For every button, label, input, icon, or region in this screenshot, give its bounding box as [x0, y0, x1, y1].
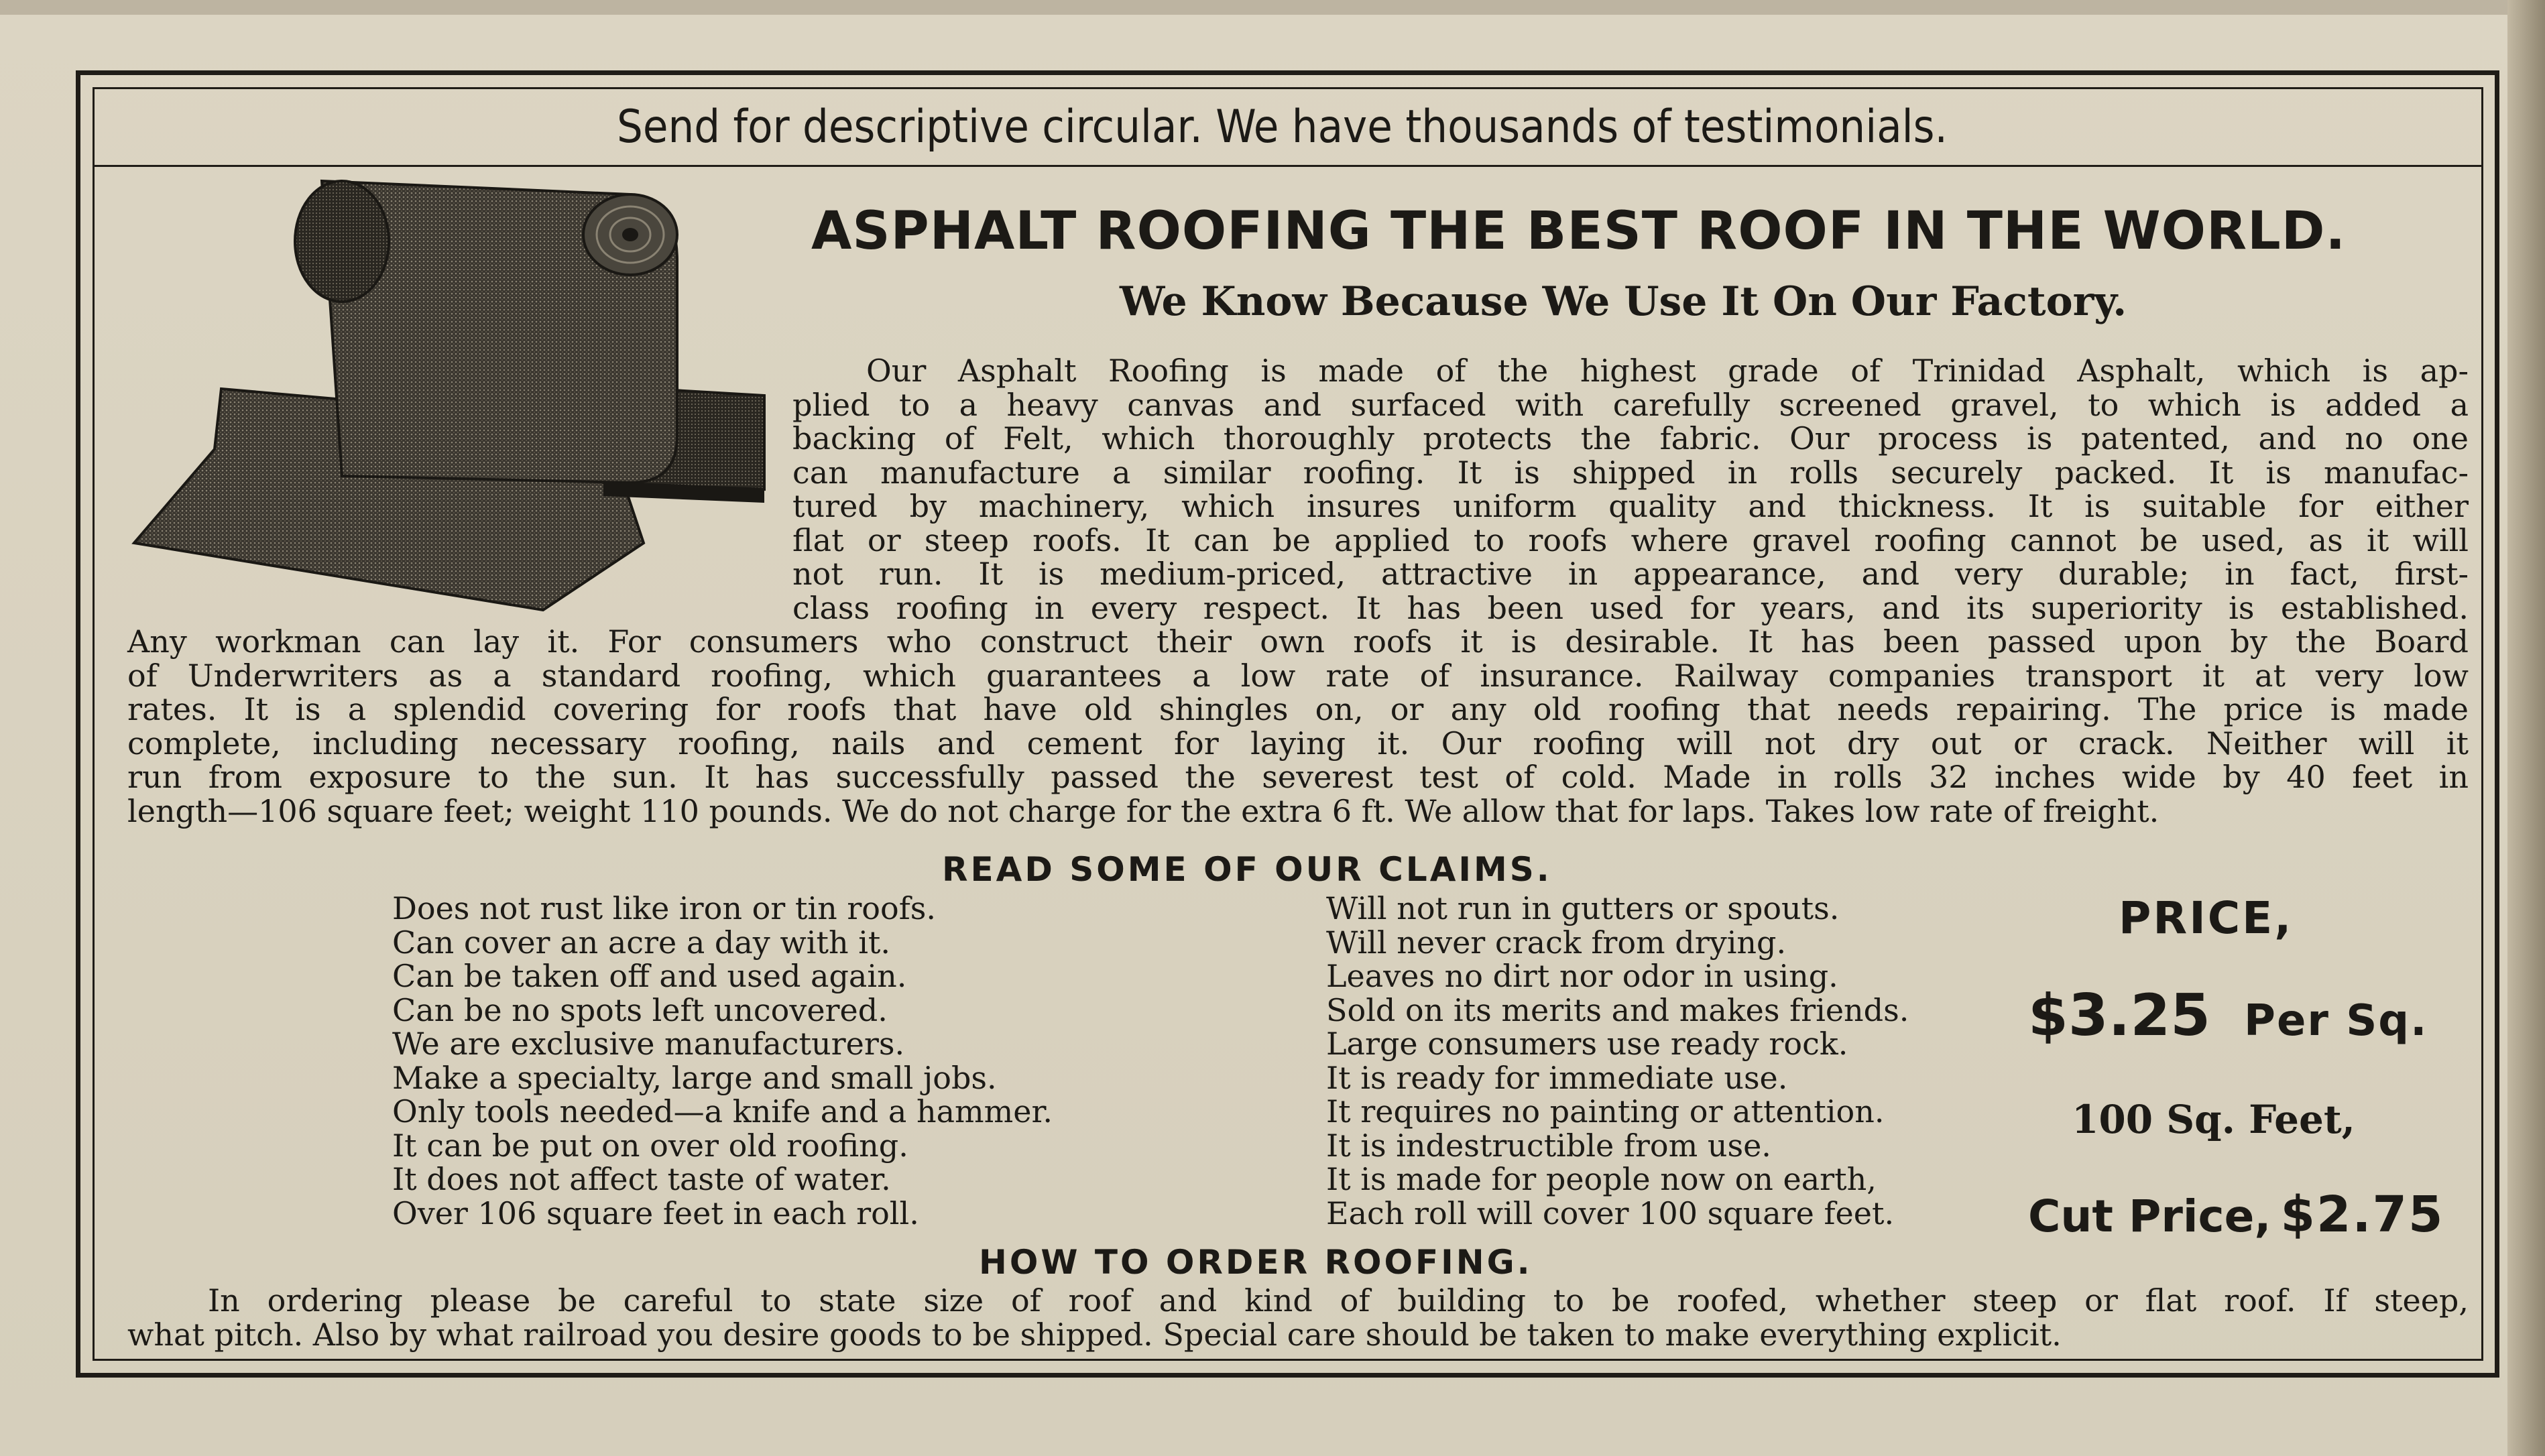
howto-line: In ordering please be careful to state size of roof and kind of building to be roofed, whether steep or flat roof. If steep,	[208, 1282, 2469, 1319]
claims-heading: READ SOME OF OUR CLAIMS.	[942, 850, 1552, 889]
claim-item: Large consumers use ready rock.	[1326, 1026, 1848, 1062]
claim-item: It requires no painting or attention.	[1326, 1093, 1885, 1130]
body-paragraph-wide	[127, 625, 2469, 828]
claim-item: It is ready for immediate use.	[1326, 1059, 1788, 1096]
ad-subtitle: We Know Because We Use It On Our Factory.	[1120, 278, 2127, 325]
claim-item: Over 106 square feet in each roll.	[392, 1195, 919, 1231]
price-label: PRICE,	[2119, 892, 2294, 944]
body-line: run from exposure to the sun. It has successfully passed the severest test of cold. Made in rolls 32 inches wide by 40 feet in	[127, 759, 2469, 795]
claim-item: Sold on its merits and makes friends.	[1326, 991, 1909, 1028]
header-note: Send for descriptive circular. We have thousands of testimonials.	[617, 101, 1948, 154]
body-line: Any workman can lay it. For consumers who construct their own roofs it is desirable. It has been passed upon by the Board	[127, 623, 2469, 660]
price-main	[2028, 979, 2477, 1052]
body-line: can manufacture a similar roofing. It is shipped in rolls securely packed. It is manufac-	[792, 454, 2469, 491]
claim-item: Does not rust like iron or tin roofs.	[392, 890, 936, 926]
claim-item: Can be taken off and used again.	[392, 958, 907, 994]
claim-item: Will never crack from drying.	[1326, 924, 1787, 961]
cut-price-amount: $2.75	[2280, 1186, 2444, 1243]
roofing-roll-icon	[121, 168, 778, 623]
body-line: rates. It is a splendid covering for roofs that have old shingles on, or any old roofing that needs repairing. The price is made	[127, 691, 2469, 727]
claim-item: It is made for people now on earth,	[1326, 1161, 1877, 1197]
body-line: tured by machinery, which insures uniform quality and thickness. It is suitable for either	[792, 488, 2469, 524]
claim-item: Make a specialty, large and small jobs.	[392, 1059, 997, 1096]
claim-item: Leaves no dirt nor odor in using.	[1326, 958, 1838, 994]
cut-price	[2028, 1181, 2484, 1248]
body-line: complete, including necessary roofing, nails and cement for laying it. Our roofing will not dry out or crack. Neither will it	[127, 725, 2469, 762]
ad-title: ASPHALT ROOFING THE BEST ROOF IN THE WORLD.	[811, 201, 2347, 261]
price-per: Per Sq.	[2244, 996, 2428, 1046]
howto-paragraph	[127, 1284, 2469, 1351]
price-amount: $3.25	[2028, 982, 2211, 1049]
claim-item: It can be put on over old roofing.	[392, 1127, 908, 1164]
body-line: not run. It is medium-priced, attractive in appearance, and very durable; in fact, first-	[792, 556, 2469, 592]
body-line: flat or steep roofs. It can be applied to roofs where gravel roofing cannot be used, as it will	[792, 522, 2469, 558]
claim-item: Can be no spots left uncovered.	[392, 991, 888, 1028]
page-top-band	[0, 0, 2545, 15]
claim-item: It does not affect taste of water.	[392, 1161, 891, 1197]
claim-item: Only tools needed—a knife and a hammer.	[392, 1093, 1053, 1130]
roofing-roll-illustration	[121, 168, 778, 623]
claim-item: We are exclusive manufacturers.	[392, 1026, 905, 1062]
claims-right-column	[1326, 892, 1909, 1230]
page-binding-edge	[2507, 0, 2545, 1456]
claim-item: It is indestructible from use.	[1326, 1127, 1771, 1164]
body-line: of Underwriters as a standard roofing, which guarantees a low rate of insurance. Railway companies transport it at very low	[127, 657, 2469, 694]
price-unit: 100 Sq. Feet,	[2072, 1097, 2355, 1142]
claim-item: Can cover an acre a day with it.	[392, 924, 891, 961]
body-paragraph-narrow	[792, 354, 2469, 625]
body-line: plied to a heavy canvas and surfaced with carefully screened gravel, to which is added a	[792, 386, 2469, 423]
body-line: backing of Felt, which thoroughly protects the fabric. Our process is patented, and no one	[792, 420, 2469, 457]
header-divider	[93, 165, 2483, 167]
howto-line: what pitch. Also by what railroad you desire goods to be shipped. Special care should be taken to make everything explicit.	[127, 1316, 2062, 1353]
body-line: length—106 square feet; weight 110 pounds. We do not charge for the extra 6 ft. We allow that for laps. Takes low rate of freight.	[127, 792, 2159, 829]
claim-item: Each roll will cover 100 square feet.	[1326, 1195, 1895, 1231]
howto-heading: HOW TO ORDER ROOFING.	[979, 1243, 1533, 1282]
body-line: class roofing in every respect. It has been used for years, and its superiority is established.	[792, 589, 2469, 626]
claims-left-column	[392, 892, 1053, 1230]
claim-item: Will not run in gutters or spouts.	[1326, 890, 1840, 926]
cut-price-label: Cut Price,	[2028, 1191, 2271, 1242]
body-line: Our Asphalt Roofing is made of the highest grade of Trinidad Asphalt, which is ap-	[866, 353, 2469, 389]
